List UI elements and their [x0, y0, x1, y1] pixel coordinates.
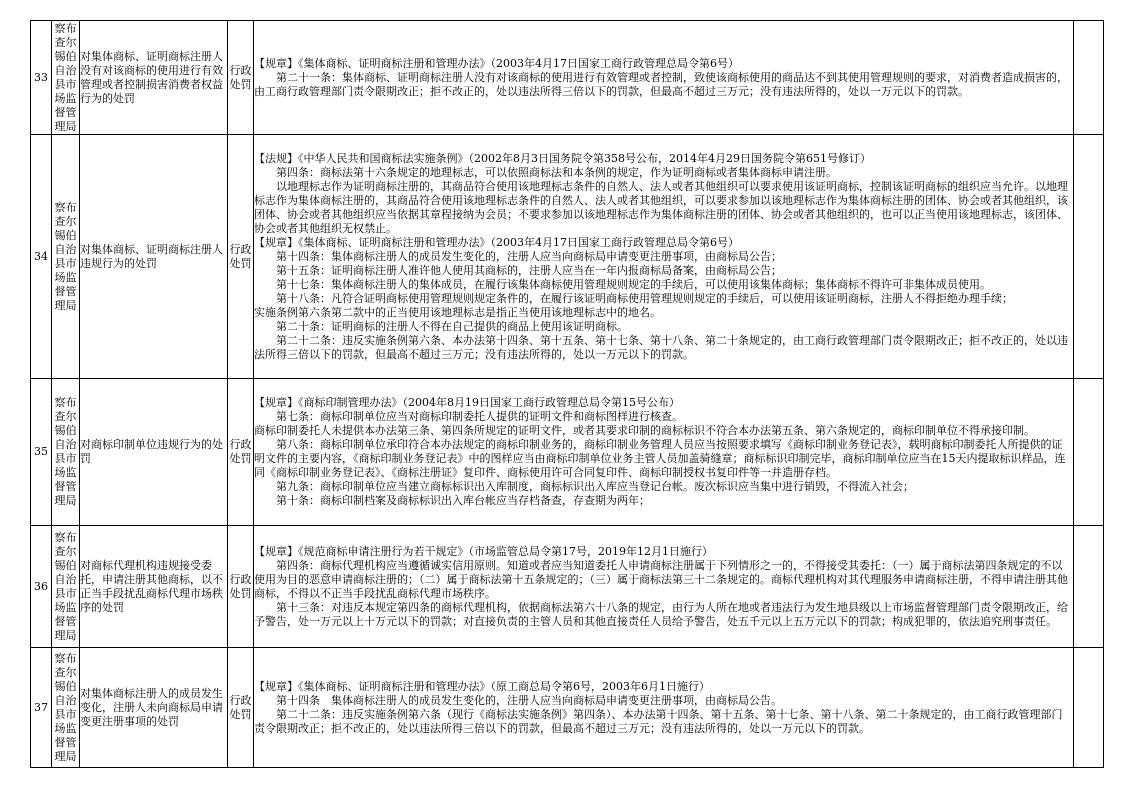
legal-basis	[254, 379, 1074, 526]
basis-paragraph: 实施条例第六条第二款中的正当使用该地理标志是指正当使用该地理标志中的地名。	[254, 305, 661, 319]
basis-paragraph: 第十七条：集体商标注册人的集体成员，在履行该集体商标使用管理规则规定的手续后，可以使用该集体商标；集体商标不得许可非集体成员使用。	[276, 277, 991, 291]
implementing-agency	[52, 21, 80, 135]
row-number: 33	[31, 21, 52, 135]
item-name: 对商标印制单位违规行为的处罚	[80, 379, 228, 526]
basis-paragraph: 【法规】《中华人民共和国商标法实施条例》（2002年8月3日国务院令第358号公布，2014年4月29日国务院令第651号修订）	[254, 151, 871, 165]
implementing-agency	[52, 135, 80, 379]
row-number: 36	[31, 526, 52, 648]
basis-paragraph: 以地理标志作为证明商标注册的，其商品符合使用该地理标志条件的自然人、法人或者其他组织可以要求使用该证明商标，控制该证明商标的组织应当允许。以地理标志作为集体商标注册的，其商品符合使用该地理标志条件的自然人、法人或者其他组织，可以要求参加以该地理标志作为集体商标注册的团体、协会或者其他组织，该团体、协会或者其他组织应当依据其章程接纳为会员；不要求参加以该地理标志作为集体商标注册的团体、协会或者其他组织的，也可以正当使用该地理标志，该团体、协会或者其他组织无权禁止。	[254, 179, 1068, 235]
table-body	[31, 21, 1104, 768]
power-type-text: 行政处罚	[229, 572, 252, 600]
basis-paragraph: 【规章】《集体商标、证明商标注册和管理办法》（2003年4月17日国家工商行政管理总局令第6号）	[254, 235, 739, 249]
table-row	[31, 21, 1104, 135]
power-type	[228, 648, 254, 768]
power-type	[228, 526, 254, 648]
remarks-cell	[1074, 21, 1104, 135]
power-type-text: 行政处罚	[229, 693, 252, 721]
agency-text: 察布查尔锡伯自治县市场监督管理局	[54, 200, 77, 312]
basis-paragraph: 第二十二条：违反实施条例第六条、本办法第十四条、第十五条、第十七条、第十八条、第二十条规定的，由工商行政管理部门责令限期改正；拒不改正的，处以违法所得三倍以下的罚款，但最高不超过三万元；没有违法所得的，处以一万元以下的罚款。	[254, 333, 1068, 361]
power-type	[228, 21, 254, 135]
table-row	[31, 379, 1104, 526]
basis-paragraph: 第十八条：凡符合证明商标使用管理规则规定条件的，在履行该证明商标使用管理规则规定的手续后，可以使用该证明商标，注册人不得拒绝办理手续；	[276, 291, 1013, 305]
table-row	[31, 648, 1104, 768]
table-row	[31, 135, 1104, 379]
implementing-agency	[52, 648, 80, 768]
remarks-cell	[1074, 379, 1104, 526]
basis-paragraph: 第四条：商标法第十六条规定的地理标志，可以依照商标法和本条例的规定，作为证明商标或者集体商标申请注册。	[276, 165, 837, 179]
legal-basis	[254, 526, 1074, 648]
basis-paragraph: 第二十一条：集体商标、证明商标注册人没有对该商标的使用进行有效管理或者控制，致使该商标使用的商品达不到其使用管理规则的要求，对消费者造成损害的，由工商行政管理部门责令限期改正；拒不改正的，处以违法所得三倍以下的罚款，但最高不超过三万元；没有违法所得的，处以一万元以下的罚款。	[254, 70, 1068, 98]
basis-paragraph: 第九条：商标印制单位应当建立商标标识出入库制度，商标标识出入库应当登记台帐。废次标识应当集中进行销毁，不得流入社会；	[276, 480, 914, 493]
basis-paragraph: 第十四条 集体商标注册人的成员发生变化的，注册人应当向商标局申请变更注册事项，由商标局公告。	[276, 693, 782, 707]
basis-paragraph: 第四条：商标代理机构应当遵循诚实信用原则。知道或者应当知道委托人申请商标注册属于下列情形之一的，不得接受其委托：（一）属于商标法第四条规定的不以使用为目的恶意申请商标注册的；（二）属于商标法第十五条规定的；（三）属于商标法第三十二条规定的。商标代理机构对其代理服务申请商标注册，不得申请注册其他商标，不得以不正当手段扰乱商标代理市场秩序。	[254, 558, 1068, 600]
row-number: 35	[31, 379, 52, 526]
basis-paragraph: 第七条：商标印制单位应当对商标印制委托人提供的证明文件和商标图样进行核查。	[276, 410, 683, 423]
agency-text: 察布查尔锡伯自治县市场监督管理局	[54, 21, 77, 133]
basis-paragraph: 第二十二条：违反实施条例第六条（现行《商标法实施条例》第四条）、本办法第十四条、第十五条、第十七条、第十八条、第二十条规定的，由工商行政管理部门责令限期改正；拒不改正的，处以违法所得三倍以下的罚款，但最高不超过三万元；没有违法所得的，处以一万元以下的罚款。	[254, 707, 1063, 735]
basis-paragraph: 【规章】《集体商标、证明商标注册和管理办法》（2003年4月17日国家工商行政管理总局令第6号）	[254, 56, 739, 70]
legal-basis	[254, 135, 1074, 379]
power-type-text: 行政处罚	[229, 438, 252, 465]
basis-paragraph: 第十五条：证明商标注册人准许他人使用其商标的，注册人应当在一年内报商标局备案，由商标局公告；	[276, 263, 782, 277]
item-name: 对集体商标、证明商标注册人违规行为的处罚	[80, 135, 228, 379]
row-number: 37	[31, 648, 52, 768]
power-type-text: 行政处罚	[229, 63, 252, 91]
power-type	[228, 135, 254, 379]
item-name: 对集体商标、证明商标注册人没有对该商标的使用进行有效管理或者控制损害消费者权益行为的处罚	[80, 21, 228, 135]
basis-paragraph: 第十条：商标印制档案及商标标识出入库台帐应当存档备查，存查期为两年；	[276, 494, 650, 507]
implementing-agency	[52, 379, 80, 526]
table-row	[31, 526, 1104, 648]
basis-paragraph: 【规章】《集体商标、证明商标注册和管理办法》（原工商总局令第6号，2003年6月1日施行）	[254, 679, 710, 693]
basis-paragraph: 第十三条：对违反本规定第四条的商标代理机构，依据商标法第六十八条的规定，由行为人所在地或者违法行为发生地县级以上市场监督管理部门责令限期改正，给予警告，处一万元以上十万元以下的罚款；对直接负责的主管人员和其他直接责任人员给予警告，处五千元以上五万元以下的罚款；构成犯罪的，依法追究刑事责任。	[254, 600, 1068, 628]
agency-text: 察布查尔锡伯自治县市场监督管理局	[54, 530, 77, 642]
basis-paragraph: 【规章】《商标印制管理办法》（2004年8月19日国家工商行政管理总局令第15号公布）	[254, 396, 680, 409]
regulation-table	[30, 20, 1104, 768]
remarks-cell	[1074, 526, 1104, 648]
item-name: 对商标代理机构违规接受委托，申请注册其他商标，以不正当手段扰乱商标代理市场秩序的处罚	[80, 526, 228, 648]
legal-basis	[254, 21, 1074, 135]
remarks-cell	[1074, 135, 1104, 379]
basis-paragraph: 第十四条：集体商标注册人的成员发生变化的，注册人应当向商标局申请变更注册事项，由商标局公告；	[276, 249, 782, 263]
remarks-cell	[1074, 648, 1104, 768]
agency-text: 察布查尔锡伯自治县市场监督管理局	[54, 396, 77, 507]
power-type-text: 行政处罚	[229, 242, 252, 270]
item-name: 对集体商标注册人的成员发生变化，注册人未向商标局申请变更注册事项的处罚	[80, 648, 228, 768]
basis-paragraph: 商标印制委托人未提供本办法第三条、第四条所规定的证明文件，或者其要求印制的商标标识不符合本办法第五条、第六条规定的，商标印制单位不得承接印制。	[254, 424, 1035, 437]
basis-paragraph: 第八条：商标印制单位承印符合本办法规定的商标印制业务的，商标印制业务管理人员应当按照要求填写《商标印制业务登记表》，载明商标印制委托人所提供的证明文件的主要内容，《商标印制业务登记表》中的图样应当由商标印制单位业务主管人员加盖骑缝章；商标标识印制完毕，商标印制单位应当在15天内提取标识样品，连同《商标印制业务登记表》、《商标注册证》复印件、商标使用许可合同复印件、商标印制授权书复印件等一并造册存档。	[254, 438, 1066, 479]
basis-paragraph: 【规章】《规范商标申请注册行为若干规定》（市场监管总局令第17号，2019年12月1日施行）	[254, 544, 713, 558]
agency-text: 察布查尔锡伯自治县市场监督管理局	[54, 651, 77, 763]
power-type	[228, 379, 254, 526]
implementing-agency	[52, 526, 80, 648]
row-number: 34	[31, 135, 52, 379]
legal-basis	[254, 648, 1074, 768]
basis-paragraph: 第二十条：证明商标的注册人不得在自己提供的商品上使用该证明商标。	[276, 319, 628, 333]
